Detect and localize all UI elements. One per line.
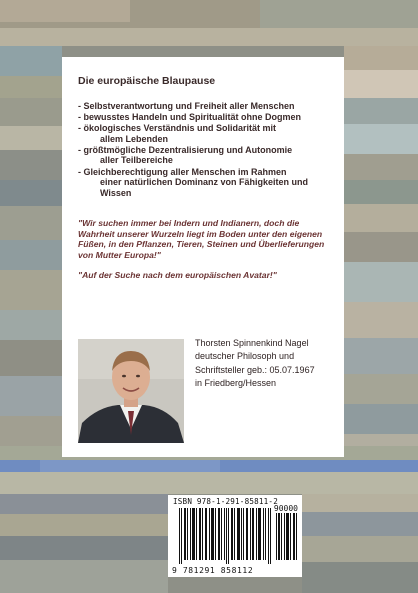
section-title: Die europäische Blaupause [78,75,216,87]
bullet-item: - ökologisches Verständnis und Solidarität mit allem Lebenden [78,123,277,144]
author-name: Thorsten Spinnenkind Nagel [195,338,309,348]
bullet-list [78,101,340,199]
ean-number: 9 781291 858112 [172,566,254,575]
price-code: 90000 [273,504,298,513]
author-photo [78,339,184,443]
text-panel [62,57,344,457]
author-description: deutscher Philosoph und [195,351,295,362]
bullet-item: - größtmögliche Dezentralisierung und Autonomie aller Teilbereiche [78,144,293,166]
bullet-item: - Gleichberechtigung aller Menschen im Rahmen einer natürlichen Dominanz von Fähigkeiten und Wissen [78,166,309,198]
bullet-item: - Selbstverantwortung und Freiheit aller Menschen [78,101,295,111]
isbn-barcode [168,495,302,577]
author-info [195,337,335,391]
author-birthplace: in Friedberg/Hessen [195,378,277,389]
author-birth: Schriftsteller geb.: 05.07.1967 [195,364,315,375]
isbn-label: ISBN 978-1-291-85811-2 [173,497,278,506]
quote-text: "Wir suchen immer bei Indern und Indianern, doch die Wahrheit unserer Wurzeln liegt im Boden unter den eigenen Füßen, in den Pflanzen, Tieren, Steinen und Überlieferungen von Mutter Europa!" [78,218,325,260]
tagline-quote: "Auf der Suche nach dem europäischen Avatar!" [78,270,277,280]
bullet-item: - bewusstes Handeln und Spiritualität ohne Dogmen [78,112,302,123]
